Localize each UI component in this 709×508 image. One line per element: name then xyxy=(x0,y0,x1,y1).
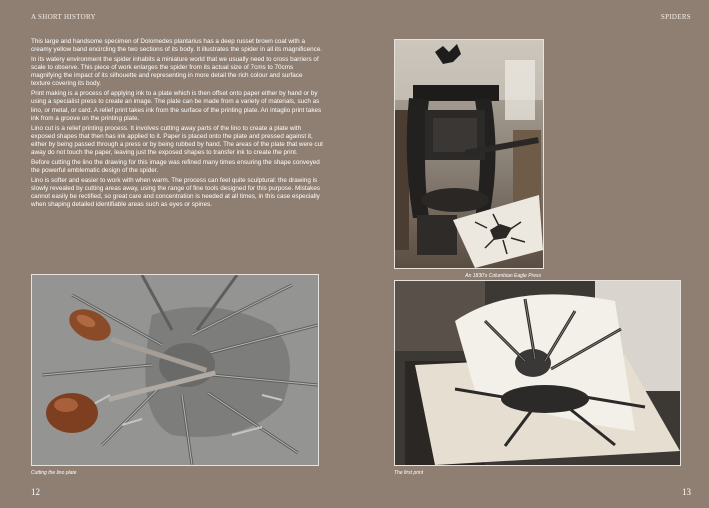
page-number-right: 13 xyxy=(682,487,691,497)
printing-press-photo xyxy=(394,39,544,269)
paragraph: Lino cut is a relief printing process. It involves cutting away parts of the lino to create a plate with exposed shapes that then has ink applied to it. Paper is placed onto the plate and pressed against it, either by being passed through a press or by being rubbed by hand. The areas of the plate that were cut away do not touch the paper, leaving just the exposed shapes to transfer ink to create the print. xyxy=(31,124,323,157)
lino-caption: Cutting the lino plate xyxy=(31,470,77,476)
page-number-left: 12 xyxy=(31,487,40,497)
header-right: SPIDERS xyxy=(660,13,691,21)
print-caption: The first print xyxy=(394,470,424,476)
first-print-photo xyxy=(394,280,681,466)
press-caption: An 1830's Columbian Eagle Press xyxy=(465,273,541,279)
paragraph: This large and handsome specimen of Dolomedes plantarius has a deep russet brown coat with a creamy yellow band encircling the two sections of its body. It illustrates the spider in all its magnificence. xyxy=(31,38,323,54)
header-left: A SHORT HISTORY xyxy=(31,13,96,21)
paragraph: In its watery environment the spider inhabits a miniature world that we usually need to cross barriers of scale to observe. This piece of work enlarges the spider from its actual size of 7cms to 70cms magnifying the impact of its silhouette and representing in more detail the rich colour and surface texture covering its body. xyxy=(31,56,319,88)
lino-cutting-photo xyxy=(31,274,319,466)
paragraph: Before cutting the lino the drawing for this image was refined many times ensuring the shape conveyed the powerful emblematic design of the spider. xyxy=(31,158,320,175)
paragraph: Lino is softer and easier to work with when warm. The process can feel quite sculptural: the drawing is slowly revealed by cutting areas away, using the range of fine tools designed for this purpose. Mistakes cannot easily be rectified, so great care and concentration is needed at all times, in this case especially when shaping detailed identifiable areas such as eyes or spines. xyxy=(31,176,321,209)
paragraph: Print making is a process of applying ink to a plate which is then offset onto paper either by hand or by using a specialist press to create an image. The plate can be made from a variety of materials, such as lino, or metal, or card. A relief print takes ink from the surface of the printing plate. An intaglio print takes ink from a groove on the printing plate. xyxy=(31,90,322,122)
body-text xyxy=(31,38,323,211)
